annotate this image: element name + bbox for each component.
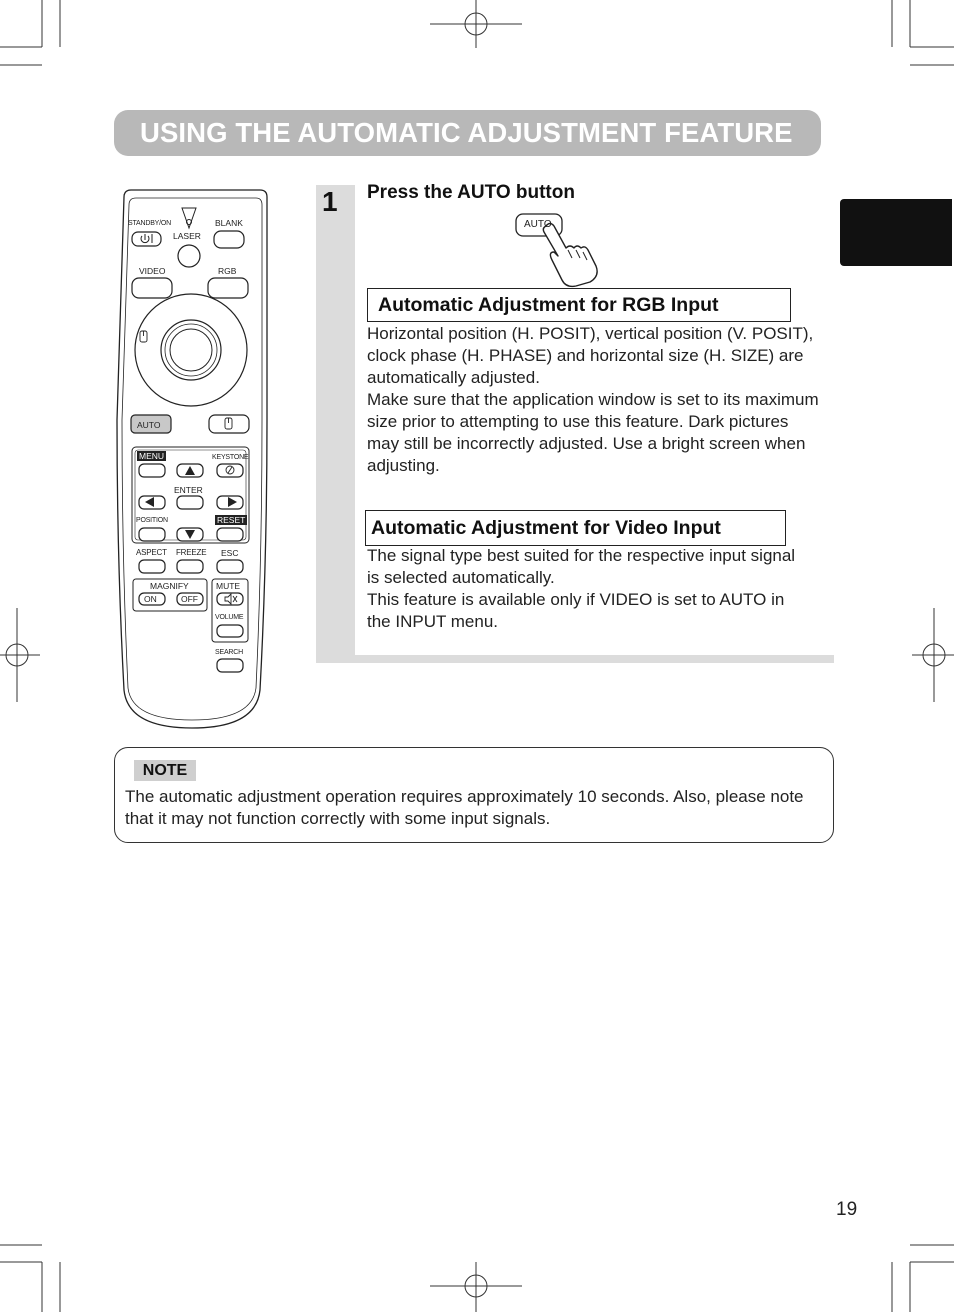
step-sidebar (316, 185, 355, 663)
remote-label-menu: MENU (139, 451, 165, 461)
remote-control-illustration (0, 0, 320, 740)
remote-label-auto: AUTO (137, 420, 161, 430)
step-underline (316, 655, 834, 663)
note-label: NOTE (134, 760, 196, 781)
step-number: 1 (322, 186, 338, 217)
video-button (132, 278, 172, 298)
remote-label-video: VIDEO (139, 266, 166, 276)
rgb-paragraph: Make sure that the application window is set to its maximum size prior to attempting to use this feature. Dark pictures may still be incorrectly adjusted. Use a bright screen when adjusting. (367, 390, 819, 475)
remote-label-search: SEARCH (215, 649, 243, 656)
remote-label-mute: MUTE (216, 581, 241, 591)
remote-label-position: POSITION (136, 517, 168, 524)
remote-label-enter: ENTER (174, 485, 203, 495)
note-text: The automatic adjustment operation requires approximately 10 seconds. Also, please note that it may not function correctly with some input signals. (125, 787, 804, 828)
rgb-button (208, 278, 248, 298)
remote-label-volume: VOLUME (215, 614, 244, 621)
standby-button (132, 232, 161, 246)
remote-label-laser: LASER (173, 231, 201, 241)
page-number: 19 (836, 1199, 858, 1220)
remote-label-keystone: KEYSTONE (212, 454, 249, 461)
remote-label-freeze: FREEZE (176, 548, 207, 557)
registration-mark-icon (430, 1262, 522, 1312)
rgb-section-heading: Automatic Adjustment for RGB Input (367, 288, 791, 322)
remote-label-magnify: MAGNIFY (150, 581, 189, 591)
section-thumb-tab (840, 199, 952, 266)
laser-button (178, 245, 200, 267)
auto-button-label: AUTO (524, 219, 552, 230)
pointing-hand-icon (543, 224, 597, 287)
video-paragraph: This feature is available only if VIDEO is set to AUTO in the INPUT menu. (367, 590, 785, 631)
remote-label-on: ON (144, 594, 157, 604)
registration-mark-icon (912, 608, 954, 702)
remote-label-rgb: RGB (218, 266, 237, 276)
video-section-heading: Automatic Adjustment for Video Input (365, 510, 786, 546)
video-section-body (367, 545, 812, 633)
remote-label-off: OFF (181, 594, 198, 604)
remote-label-reset: RESET (217, 515, 246, 525)
video-paragraph: The signal type best suited for the respective input signal is selected automatically. (367, 546, 796, 587)
remote-label-blank: BLANK (215, 218, 243, 228)
rgb-section-body (367, 323, 822, 477)
rgb-paragraph: Horizontal position (H. POSIT), vertical position (V. POSIT), clock phase (H. PHASE) and horizontal size (H. SIZE) are automatically adjusted. (367, 324, 814, 387)
remote-label-standby: STANDBY/ON (128, 220, 171, 227)
registration-mark-icon (430, 0, 522, 48)
remote-label-esc: ESC (221, 548, 239, 558)
blank-button (214, 231, 244, 248)
remote-label-aspect: ASPECT (136, 548, 167, 557)
page-title: USING THE AUTOMATIC ADJUSTMENT FEATURE (140, 117, 793, 148)
laser-icon (182, 208, 196, 228)
step-heading: Press the AUTO button (367, 182, 575, 203)
